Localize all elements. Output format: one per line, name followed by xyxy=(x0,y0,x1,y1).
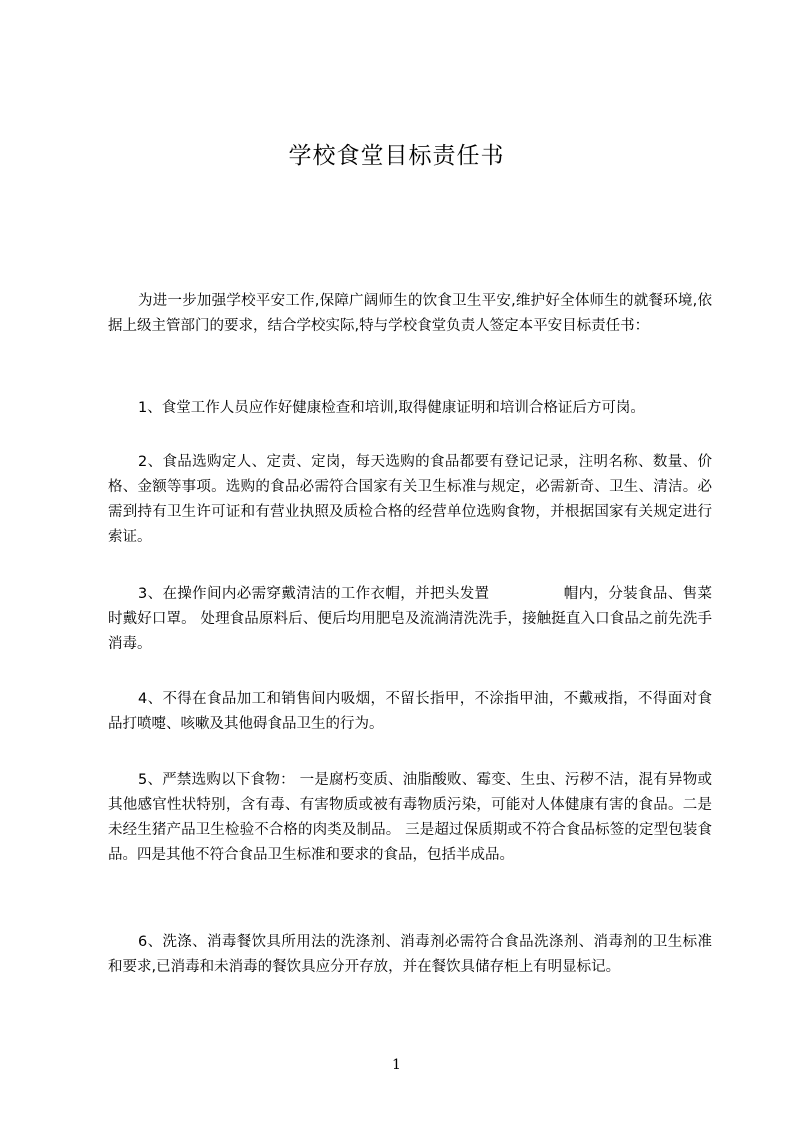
intro-paragraph: 为进一步加强学校平安工作,保障广阔师生的饮食卫生平安,维护好全体师生的就餐环境,依据上级主管部门的要求，结合学校实际,特与学校食堂负责人签定本平安目标责任书： xyxy=(108,293,712,334)
document-title: 学校食堂目标责任书 xyxy=(288,143,505,169)
clause-1-paragraph: 1、食堂工作人员应作好健康检查和培训,取得健康证明和培训合格证后方可岗。 xyxy=(138,400,645,416)
page-number: 1 xyxy=(392,1057,401,1073)
clause-3-paragraph: 3、在操作间内必需穿戴清洁的工作衣帽，并把头发置 帽内，分装食品、售菜时戴好口罩。 处理食品原料后、便后均用肥皂及流淌清洗洗手，接触挺直入口食品之前先洗手消毒。 xyxy=(108,586,712,652)
clause-4-paragraph: 4、不得在食品加工和销售间内吸烟，不留长指甲，不涂指甲油，不戴戒指，不得面对食品打喷嚏、咳嗽及其他碍食品卫生的行为。 xyxy=(108,691,712,732)
clause-6-paragraph: 6、洗涤、消毒餐饮具所用法的洗涤剂、消毒剂必需符合食品洗涤剂、消毒剂的卫生标准和要求,已消毒和未消毒的餐饮具应分开存放，并在餐饮具储存柜上有明显标记。 xyxy=(108,934,712,975)
clause-5-paragraph: 5、严禁选购以下食物： 一是腐朽变质、油脂酸败、霉变、生虫、污秽不洁，混有异物或其他感官性状特别，含有毒、有害物质或被有毒物质污染，可能对人体健康有害的食品。二是未经生猪产品卫生检验不合格的肉类及制品。 三是超过保质期或不符合食品标签的定型包装食品。四是其他不符合食品卫生标准和要求的食品，包括半成品。 xyxy=(108,772,712,863)
clause-2-paragraph: 2、食品选购定人、定责、定岗，每天选购的食品都要有登记记录，注明名称、数量、价格、金额等事项。选购的食品必需符合国家有关卫生标准与规定，必需新奇、卫生、清洁。必需到持有卫生许可证和有营业执照及质检合格的经营单位选购食物，并根据国家有关规定进行索证。 xyxy=(108,454,712,545)
